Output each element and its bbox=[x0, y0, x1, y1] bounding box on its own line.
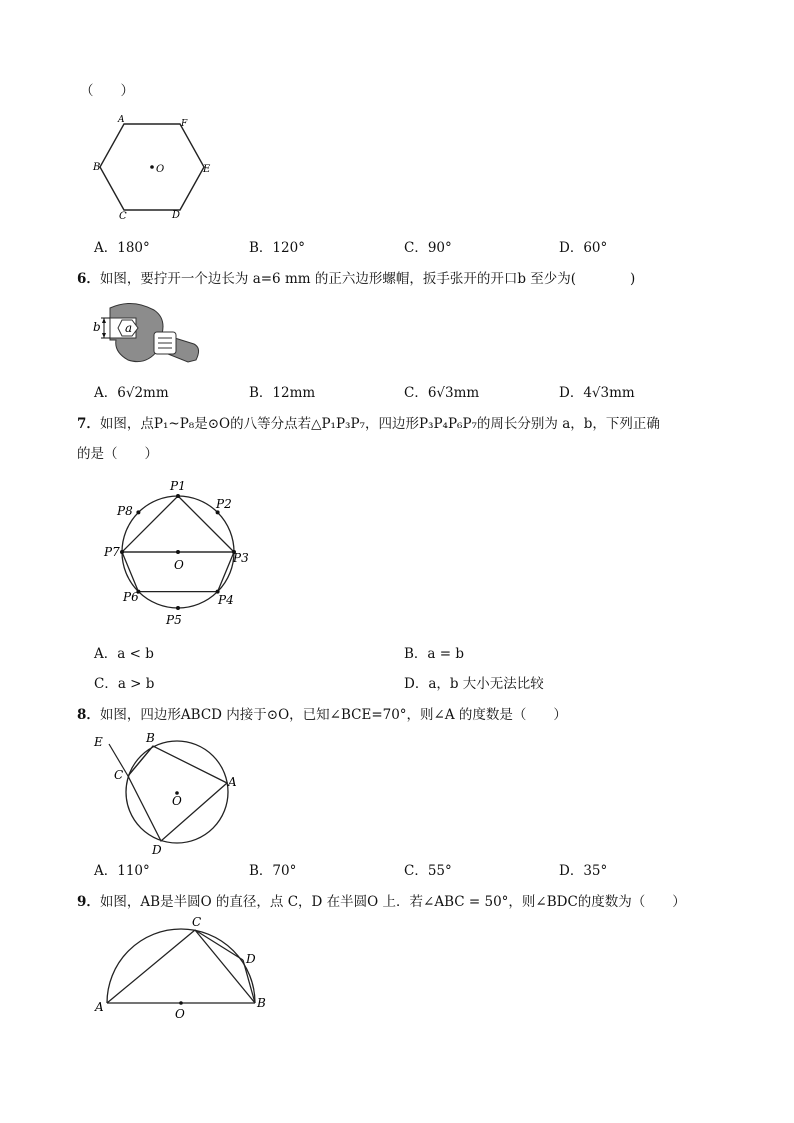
q8-label-b: B bbox=[146, 731, 155, 745]
q9-label-c: C bbox=[192, 915, 202, 929]
q9-stem-text: 如图，AB是半圆O 的直径，点 C，D 在半圆O 上．若∠ABC = 50°，则∠BDC的度数为（ ） bbox=[99, 894, 686, 910]
q9-semicircle-figure bbox=[92, 915, 277, 1025]
semicircle-arc bbox=[107, 929, 255, 1003]
q6-option-c[interactable]: C．6√3mm bbox=[404, 385, 480, 401]
q7-stem-line2: 的是（ ） bbox=[77, 446, 158, 462]
oct-label-p1: P1 bbox=[170, 479, 186, 493]
q8-label-o: O bbox=[172, 794, 182, 808]
hex-label-o: O bbox=[156, 164, 165, 175]
hex-label-f: F bbox=[181, 119, 188, 129]
q6-option-b[interactable]: B．12mm bbox=[249, 385, 316, 401]
q7-option-c[interactable]: C．a > b bbox=[94, 676, 155, 692]
q8-label-c: C bbox=[114, 768, 124, 782]
q6-stem-text: 如图，要拧开一个边长为 a=6 mm 的正六边形螺帽，扳手张开的开口b 至少为( ) bbox=[99, 271, 636, 287]
chord-ac bbox=[107, 930, 195, 1003]
q5-option-a[interactable]: A．180° bbox=[94, 240, 150, 256]
q8-stem-text: 如图，四边形ABCD 内接于⊙O，已知∠BCE=70°，则∠A 的度数是（ ） bbox=[99, 707, 567, 723]
q7-octagon-circle-figure bbox=[100, 474, 260, 629]
q8-label-a: A bbox=[228, 775, 237, 789]
oct-label-p8: P8 bbox=[117, 504, 133, 518]
q8-cyclic-quad-figure bbox=[90, 730, 245, 858]
oct-label-p3: P3 bbox=[233, 551, 249, 565]
oct-label-p7: P7 bbox=[104, 545, 120, 559]
hex-label-d: D bbox=[172, 210, 181, 221]
q6-number: 6． bbox=[77, 271, 100, 287]
q5-hexagon-figure bbox=[88, 112, 218, 222]
q8-label-e: E bbox=[94, 735, 103, 749]
q6-stem bbox=[77, 270, 635, 288]
wrench-label-b: b bbox=[93, 320, 101, 334]
q7-stem-line1 bbox=[77, 415, 660, 433]
wrench-label-a: a bbox=[125, 321, 133, 335]
q8-option-a[interactable]: A．110° bbox=[94, 863, 150, 879]
hex-label-c: C bbox=[119, 211, 127, 222]
center-point bbox=[150, 165, 154, 169]
q8-number: 8． bbox=[77, 707, 100, 723]
q7-option-b[interactable]: B．a = b bbox=[404, 646, 465, 662]
q7-option-d[interactable]: D．a，b 大小无法比较 bbox=[404, 676, 544, 692]
oct-label-p2: P2 bbox=[216, 497, 232, 511]
chord-cd bbox=[195, 930, 243, 960]
q5-option-b[interactable]: B．120° bbox=[249, 240, 305, 256]
q8-stem bbox=[77, 706, 567, 724]
q8-option-b[interactable]: B．70° bbox=[249, 863, 297, 879]
q8-label-d: D bbox=[152, 843, 162, 857]
q6-option-d[interactable]: D．4√3mm bbox=[559, 385, 635, 401]
q9-label-a: A bbox=[95, 1000, 104, 1014]
oct-label-p6: P6 bbox=[123, 590, 139, 604]
q9-stem bbox=[77, 893, 686, 911]
q5-option-d[interactable]: D．60° bbox=[559, 240, 608, 256]
hex-label-e: E bbox=[203, 164, 211, 175]
q6-option-a[interactable]: A．6√2mm bbox=[94, 385, 169, 401]
q9-label-o: O bbox=[175, 1007, 185, 1021]
oct-label-p4: P4 bbox=[218, 593, 234, 607]
hex-label-a: A bbox=[118, 115, 125, 125]
hex-label-b: B bbox=[93, 162, 101, 173]
q5-option-c[interactable]: C．90° bbox=[404, 240, 452, 256]
q9-number: 9． bbox=[77, 894, 100, 910]
q7-stem-text1: 如图，点P₁~P₈是⊙O的八等分点若△P₁P₃P₇，四边形P₃P₄P₆P₇的周长分别为 a，b，下列正确 bbox=[99, 416, 660, 432]
q9-label-b: B bbox=[257, 996, 266, 1010]
q6-wrench-figure bbox=[92, 300, 204, 370]
oct-label-p5: P5 bbox=[166, 613, 182, 627]
q9-label-d: D bbox=[246, 952, 256, 966]
q7-option-a[interactable]: A．a < b bbox=[94, 646, 154, 662]
q7-number: 7． bbox=[77, 416, 100, 432]
q8-option-c[interactable]: C．55° bbox=[404, 863, 452, 879]
q8-option-d[interactable]: D．35° bbox=[559, 863, 608, 879]
q5-answer-bracket: （ ） bbox=[80, 83, 134, 99]
oct-label-o: O bbox=[174, 558, 184, 572]
